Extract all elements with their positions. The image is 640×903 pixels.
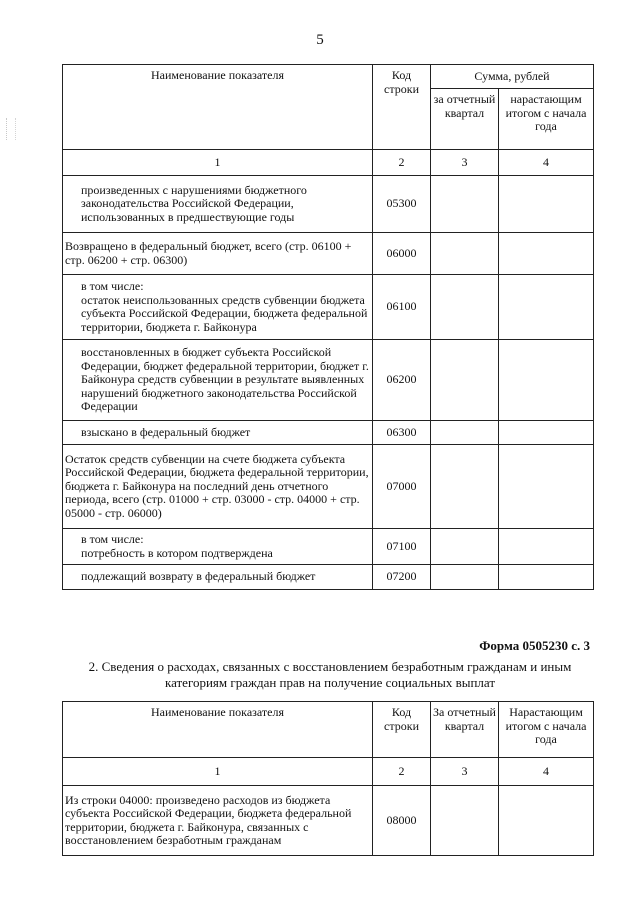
row-name: взыскано в федеральный бюджет (63, 421, 373, 445)
row-code: 06200 (373, 340, 431, 421)
row-code: 07100 (373, 529, 431, 565)
table-row (63, 421, 594, 445)
table-row (63, 176, 594, 233)
value-cell (431, 565, 499, 590)
row-name: произведенных с нарушениями бюджетного законодательства Российской Федерации, использованных в предшествующие годы (63, 176, 373, 233)
value-cell (431, 421, 499, 445)
page-number: 5 (316, 32, 324, 48)
row-code: 06000 (373, 233, 431, 275)
column-numbers-row (63, 150, 594, 176)
form-label: Форма 0505230 с. 3 (479, 638, 590, 653)
table-row (63, 565, 594, 590)
header-cumulative: нарастающим итогом с начала года (499, 89, 594, 150)
table-indicators (62, 64, 594, 590)
row-name: подлежащий возврату в федеральный бюджет (63, 565, 373, 590)
col-number: 4 (499, 150, 594, 176)
section-title-line: 2. Сведения о расходах, связанных с восстановлением безработным гражданам и иным (88, 659, 572, 674)
value-cell (499, 529, 594, 565)
table-row (63, 786, 594, 856)
row-prefix: в том числе: (81, 279, 144, 293)
row-name: Из строки 04000: произведено расходов из бюджета субъекта Российской Федерации, бюджета федеральной территории, бюджета г. Байконура, связанных с восстановлением безработным гражданам (63, 786, 373, 856)
row-name: Остаток средств субвенции на счете бюджета субъекта Российской Федерации, бюджета федеральной территории, бюджета г. Байконура на последний день отчетного периода, всего (стр. 01000 + стр. 03000 - стр. 04000 + стр. 05000 - стр. 06000) (63, 445, 373, 529)
col-number: 4 (499, 758, 594, 786)
column-numbers-row (63, 758, 594, 786)
row-code: 08000 (373, 786, 431, 856)
value-cell (499, 565, 594, 590)
row-code: 07200 (373, 565, 431, 590)
col-number: 1 (63, 150, 373, 176)
col-number: 3 (431, 150, 499, 176)
header-name: Наименование показателя (63, 65, 373, 150)
value-cell (431, 275, 499, 340)
row-name: Возвращено в федеральный бюджет, всего (стр. 06100 + стр. 06200 + стр. 06300) (63, 233, 373, 275)
margin-marks (6, 118, 16, 140)
row-code: 06300 (373, 421, 431, 445)
value-cell (431, 233, 499, 275)
table-expenses (62, 701, 594, 856)
row-code: 07000 (373, 445, 431, 529)
header-quarter: за отчетный квартал (431, 89, 499, 150)
value-cell (499, 445, 594, 529)
row-name: остаток неиспользованных средств субвенции бюджета субъекта Российской Федерации, бюджета федеральной территории, бюджета г. Байконура (81, 292, 368, 334)
header-name: Наименование показателя (63, 702, 373, 758)
value-cell (499, 233, 594, 275)
table-row (63, 529, 594, 565)
row-code: 06100 (373, 275, 431, 340)
row-name: потребность в котором подтверждена (81, 545, 273, 560)
col-number: 1 (63, 758, 373, 786)
row-name: восстановленных в бюджет субъекта Российской Федерации, бюджет федеральной территории, бюджет г. Байконура средств субвенции в результате выявленных нарушений бюджетного законодательства Российской Федерации (63, 340, 373, 421)
col-number: 3 (431, 758, 499, 786)
header-sum: Сумма, рублей (431, 65, 594, 89)
table-row (63, 233, 594, 275)
col-number: 2 (373, 150, 431, 176)
table-row (63, 445, 594, 529)
section-title (70, 659, 590, 691)
row-code: 05300 (373, 176, 431, 233)
value-cell (431, 529, 499, 565)
value-cell (431, 445, 499, 529)
value-cell (499, 340, 594, 421)
header-code: Код строки (373, 702, 431, 758)
row-name-cell (63, 529, 373, 565)
header-code: Код строки (373, 65, 431, 150)
value-cell (499, 421, 594, 445)
value-cell (431, 786, 499, 856)
value-cell (499, 275, 594, 340)
row-name-cell (63, 275, 373, 340)
header-quarter: За отчетный квартал (431, 702, 499, 758)
value-cell (499, 786, 594, 856)
table-row (63, 275, 594, 340)
col-number: 2 (373, 758, 431, 786)
value-cell (499, 176, 594, 233)
table-row (63, 340, 594, 421)
section-title-line: категориям граждан прав на получение социальных выплат (164, 675, 496, 690)
value-cell (431, 340, 499, 421)
header-cumulative: Нарастающим итогом с начала года (499, 702, 594, 758)
value-cell (431, 176, 499, 233)
row-prefix: в том числе: (81, 532, 144, 546)
